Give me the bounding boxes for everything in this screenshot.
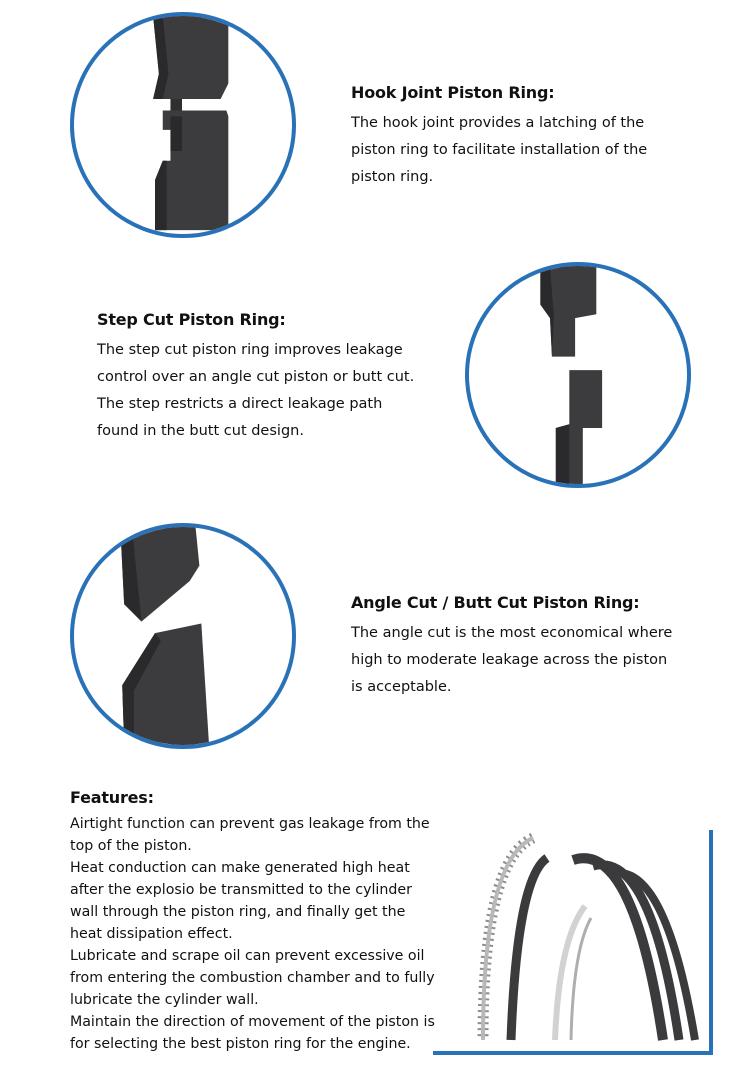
feature-item: Heat conduction can make generated high heat after the explosio be transmitted to the cylinder wall through the piston ring, and finally get the heat dissipation effect. xyxy=(70,860,412,942)
angle-cut-text xyxy=(351,593,681,701)
piston-rings-illustration xyxy=(433,830,709,1051)
step-cut-image xyxy=(465,262,691,488)
feature-item: Lubricate and scrape oil can prevent excessive oil from entering the combustion chamber and to fully lubricate the cylinder wall. xyxy=(70,948,435,1008)
hook-joint-text xyxy=(351,83,681,191)
angle-cut-title: Angle Cut / Butt Cut Piston Ring: xyxy=(351,593,640,612)
step-cut-description: The step cut piston ring improves leakage control over an angle cut piston or butt cut. The step restricts a direct leakage path found in the butt cut design. xyxy=(97,342,415,439)
angle-cut-illustration xyxy=(74,527,292,745)
hook-joint-illustration xyxy=(74,16,292,234)
angle-cut-description: The angle cut is the most economical where high to moderate leakage across the piston is acceptable. xyxy=(351,625,673,695)
hook-joint-description: The hook joint provides a latching of the piston ring to facilitate installation of the piston ring. xyxy=(351,115,648,185)
angle-cut-image xyxy=(70,523,296,749)
hook-joint-title: Hook Joint Piston Ring: xyxy=(351,83,555,102)
features-title: Features: xyxy=(70,788,154,807)
features-section xyxy=(70,788,435,1055)
hook-joint-image xyxy=(70,12,296,238)
step-cut-illustration xyxy=(469,266,687,484)
piston-rings-image xyxy=(433,830,713,1055)
feature-item: Airtight function can prevent gas leakage from the top of the piston. xyxy=(70,816,430,854)
step-cut-text xyxy=(97,310,427,445)
step-cut-title: Step Cut Piston Ring: xyxy=(97,310,286,329)
feature-item: Maintain the direction of movement of the piston is for selecting the best piston ring for the engine. xyxy=(70,1014,435,1052)
